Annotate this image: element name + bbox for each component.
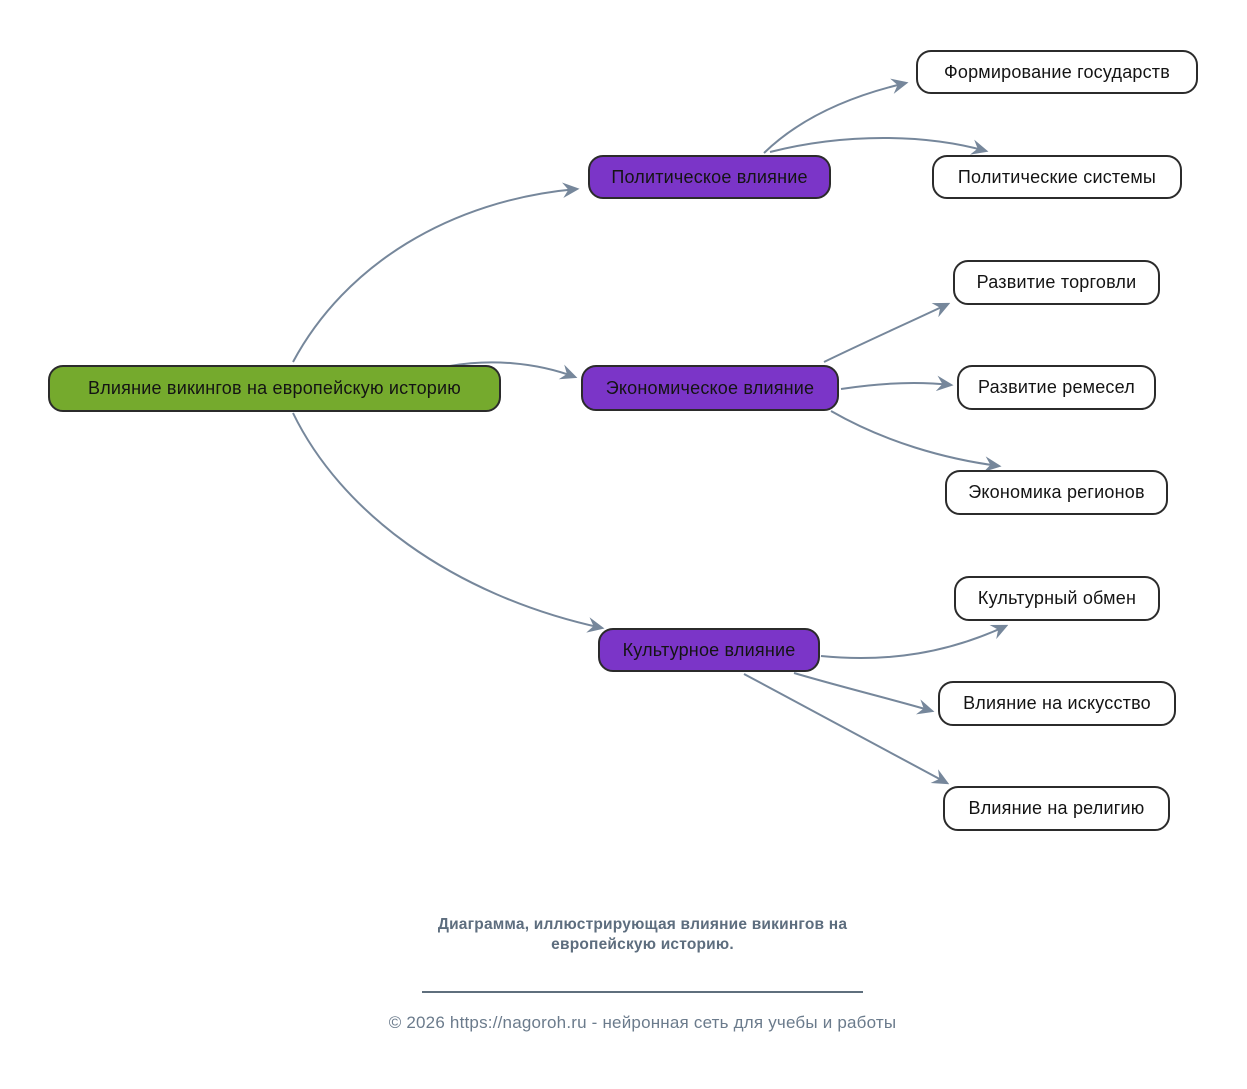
copyright-text: © 2026 https://nagoroh.ru - нейронная сеть для учебы и работы xyxy=(388,1013,897,1032)
node-root xyxy=(48,365,501,412)
caption-line-2: европейскую историю. xyxy=(551,936,734,953)
node-crafts xyxy=(957,365,1156,410)
node-label: Развитие торговли xyxy=(976,272,1137,292)
node-label: Политическое влияние xyxy=(611,166,808,187)
node-trade xyxy=(953,260,1160,305)
node-label: Экономическое влияние xyxy=(605,377,815,398)
node-label: Влияние на религию xyxy=(968,798,1145,818)
footer-separator-line xyxy=(422,991,863,993)
node-systems xyxy=(932,155,1182,199)
node-political xyxy=(588,155,831,199)
node-label: Политические системы xyxy=(957,166,1157,187)
node-regions xyxy=(945,470,1168,515)
node-states xyxy=(916,50,1198,94)
node-label: Влияние викингов на европейскую историю xyxy=(88,378,461,398)
node-cultural xyxy=(598,628,820,672)
diagram-footer xyxy=(38,915,1247,1033)
node-label: Культурный обмен xyxy=(977,588,1137,608)
caption-line-1: Диаграмма, иллюстрирующая влияние викингов на xyxy=(437,916,848,933)
node-economic xyxy=(581,365,839,411)
node-art xyxy=(938,681,1176,726)
node-label: Культурное влияние xyxy=(622,639,796,660)
node-label: Развитие ремесел xyxy=(978,377,1135,397)
diagram-caption xyxy=(38,915,1247,955)
node-label: Формирование государств xyxy=(943,61,1171,82)
node-exchange xyxy=(954,576,1160,621)
node-religion xyxy=(943,786,1170,831)
node-label: Влияние на искусство xyxy=(963,693,1151,713)
node-label: Экономика регионов xyxy=(968,482,1145,502)
